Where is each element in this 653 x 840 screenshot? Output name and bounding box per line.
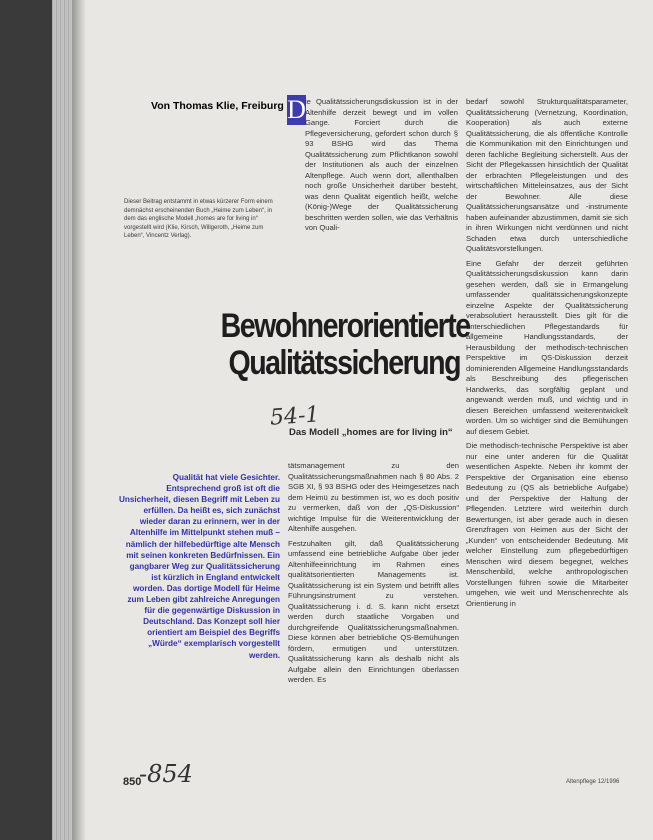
article-title: [220, 307, 470, 382]
page-stack-edge: [52, 0, 74, 840]
handwritten-page-number: -854: [139, 760, 193, 788]
article-subtitle: Das Modell „homes are for living in“: [289, 427, 453, 438]
article-column-middle-bottom: [288, 461, 459, 756]
article-column-middle-top: [305, 97, 458, 269]
paragraph: ie Qualitätssicherungsdiskussion ist in der Altenhilfe derzeit bewegt und im vollen Gange. Forciert durch die Pflegeversicherung, gefordert schon durch § 93 BSHG wird das Thema Qualitätssicherung zum Pflichtkanon sowohl der Institutionen als auch der einzelnen Altenpflege. Auch wenn dort, allenthalben noch große Unsicherheit darüber besteht, was denn Qualität eigentlich heißt, welche (König-)Wege der Qualitätssicherung beschritten werden sollen, wie das Verhältnis von Quali-: [305, 97, 458, 232]
paragraph: tätsmanagement zu den Qualitätssicherungsmaßnahmen nach § 80 Abs. 2 SGB XI, § 93 BSHG oder des Heimgesetzes nach dem Heimü zu bestimmen ist, wo es doch positiv zu vermerken, daß von der „QS-Diskussion“ wichtige Impulse für die Weiterentwicklung der Altenhilfe ausgehen.: [288, 461, 459, 533]
article-column-right: [466, 97, 628, 752]
article-lead: Qualität hat viele Gesichter. Entsprechend groß ist oft die Unsicherheit, diesen Begriff mit Leben zu erfüllen. Da heißt es, sich zunächst wieder daran zu erinnern, wer in der Altenhilfe im Mittelpunkt stehen muß – nämlich der hilfebedürftige alte Mensch mit seinen konkreten Bedürfnissen. Ein gangbarer Weg zur Qualitätssicherung ist kürzlich in England entwickelt worden. Das dortige Modell für Heime zum Leben gibt zahlreiche Anregungen für die gegenwärtige Diskussion in Deutschland. Das Konzept soll hier orientiert am Beispiel des Begriffs „Würde“ exemplarisch vorgestellt werden.: [118, 473, 280, 660]
paragraph: Festzuhalten gilt, daß Qualitätssicherung umfassend eine betriebliche Aufgabe über jeder Altenhilfeeinrichtung im Rahmen eines qualitätsorientierten Managements ist. Qualitätssicherung ist ein System und betrifft alles Führungsinstrument zu verstehen. Qualitätssicherung i. d. S. kann nicht ersetzt werden durch staatliche Vorgaben und durchgreifende Qualitätssicherungsmaßnahmen. Diese können aber betriebliche QS-Bemühungen fördern, ermutigen und unterstützen. Qualitätssicherung kann als deshalb nicht als Aufgabe allein den Einrichtungen überlassen werden. Es: [288, 538, 459, 684]
handwritten-annotation: 54-1: [269, 402, 321, 431]
footer-source: Altenpflege 12/1996: [566, 779, 620, 785]
paragraph: Die methodisch-technische Perspektive ist aber nur eine unter anderen für die Qualität wesentlichen Aspekte. Neben ihr kommt der Perspektive der Organisation eine ebenso Bedeutung zu (QS als betriebliche Aufgabe) und der Perspektive der Haltung der Pflegenden. Letztere wird weiterhin durch Bewertungen, ist aber gerade auch in diesen Grenzfragen von Heimen aus der Sicht der „Kunden“ von entscheidender Bedeutung. Mit welcher Einstellung zum pflegebedürftigen Menschen wird diesem begegnet, welches Menschenbild, welche anthropologischen Vorstellungen führen sowie die Mitarbeiter umgehen, wie weit und Menschenrechte als Orientierung in: [466, 441, 628, 608]
title-line: Qualitätssicherung: [228, 344, 460, 382]
binding-shadow: [72, 0, 86, 840]
dropcap-letter: D: [287, 95, 306, 124]
title-line: Bewohnerorientierte: [220, 307, 470, 345]
author-line: Von Thomas Klie, Freiburg: [151, 100, 284, 112]
paragraph: bedarf sowohl Strukturqualitätsparameter, Qualitätssicherung (Vernetzung, Koordination, Kooperation) als auch externe Qualitätssicherung, die als öffentliche Kontrolle die Kommunikation mit den Einrichtungen und deren fachliche Begleitung sicherstellt. Aus der Sicht der Pflegekassen hinsichtlich der Qualität der erbrachten Pflegeleistungen und des wirtschaftlichen Mitteleinsatzes, aus der Sicht der Bewohner. Alle diese Qualitätssicherungsansätze und -instrumente haben aufeinander abzustimmen, damit sie sich in ihren Wirkungen nicht verdünnen und nicht Schaden etwa durch unterschiedliche Qualitätsvorstellungen.: [466, 97, 628, 253]
image-caption: Dieser Beitrag entstammt in etwas kürzerer Form einem demnächst erscheinenden Buch „Heime zum Leben“, in dem das englische Modell „homes are for living in“ vorgestellt wird (Klie, Kirsch, Willgeroth, „Heime zum Leben“, Vincentz Verlag).: [124, 199, 273, 240]
paragraph: Eine Gefahr der derzeit geführten Qualitätssicherungsdiskussion kann darin gesehen werden, daß sie in Ermangelung umfassender qualitätssicherungskonzepte einzelne Aspekte der Qualitätssicherung verabsolutiert herausstellt. Dies gilt für die unterschiedlichen Pflegestandards für allgemeine Handlungsstandards, der Herausbildung der methodisch-technischen Perspektive im QS-Diskussion derzeit dominierenden Allgemeine Handlungsstandards als Beschreibung des pflegerischen Handwerks, das sorgfältig geplant und angewandt werden muß, und wichtig und in diesen Bereichen umfassend weiterentwickelt worden. Um so wichtiger sind die Bemühungen auf diesem Gebiet.: [466, 258, 628, 436]
page-number: 850: [123, 776, 142, 788]
